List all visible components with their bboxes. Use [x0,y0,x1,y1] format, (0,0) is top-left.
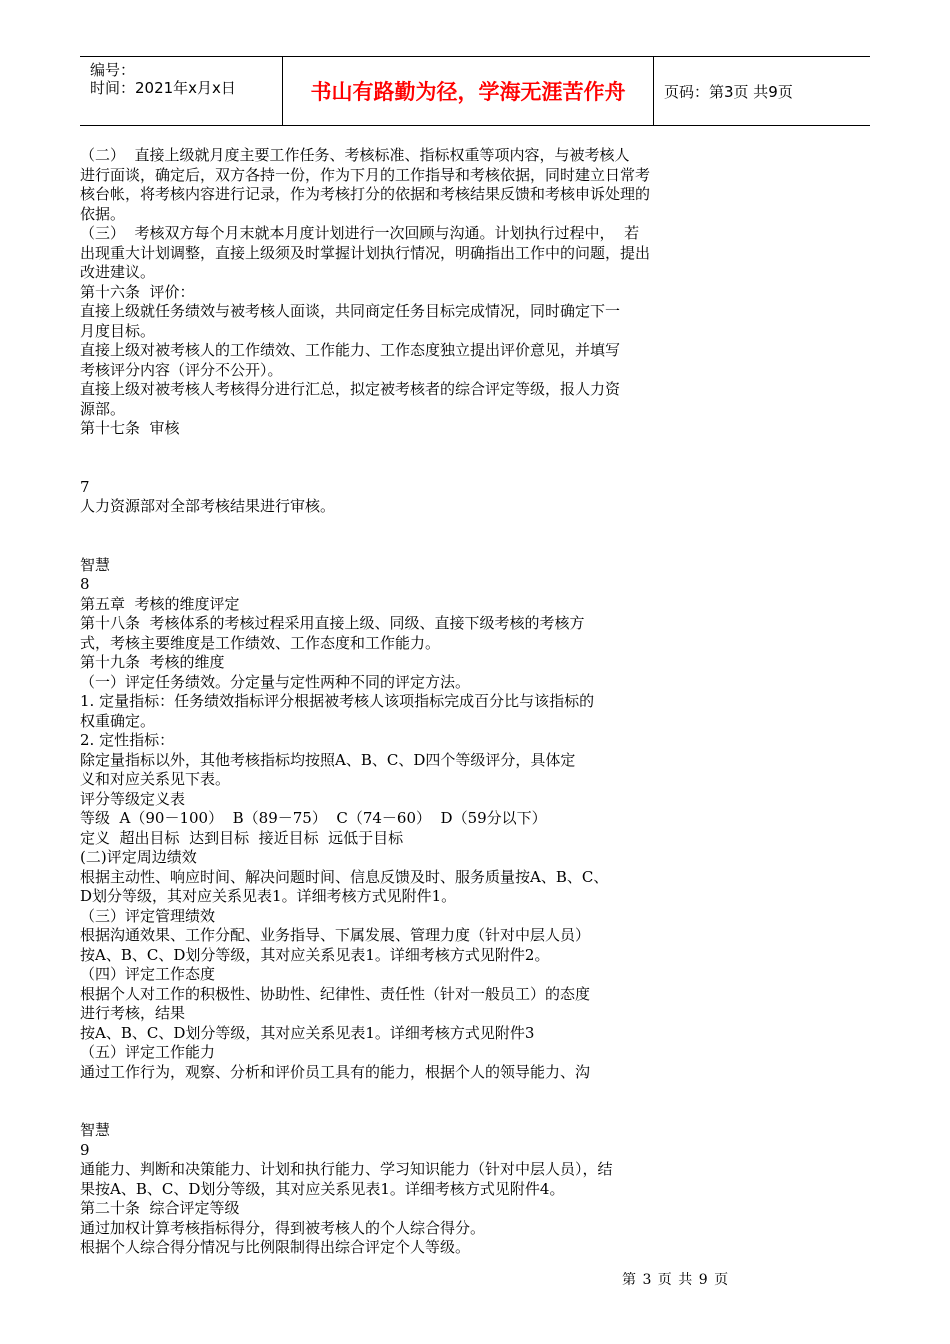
text-line: 直接上级就任务绩效与被考核人面谈，共同商定任务目标完成情况，同时确定下一 [80,302,621,320]
text-line: 权重确定。 [80,711,156,730]
text-line: 式，考核主要维度是工作绩效、工作态度和工作能力。 [80,633,441,652]
blank-line [80,1102,730,1122]
text-line: 8 [80,575,90,593]
text-line: 第二十条 综合评定等级 [80,1199,240,1217]
text-line: 根据主动性、响应时间、解决问题时间、信息反馈及时、服务质量按A、B、C、 [80,867,609,886]
text-line: 通过加权计算考核指标得分，得到被考核人的个人综合得分。 [80,1218,486,1237]
text-line: 出现重大计划调整，直接上级须及时掌握计划执行情况，明确指出工作中的问题，提出 [80,243,651,262]
text-line: （五）评定工作能力 [80,1043,216,1061]
text-line: 第十八条 考核体系的考核过程采用直接上级、同级、直接下级考核的考核方 [80,614,585,632]
text-line: 等级 A（90－100） B（89－75） C（74－60） D（59分以下） [80,809,547,827]
text-line: （一）评定任务绩效。分定量与定性两种不同的评定方法。 [80,672,471,691]
text-line: 第十九条 考核的维度 [80,653,225,671]
text-line: 评分等级定义表 [80,789,186,808]
text-line: 果按A、B、C、D划分等级，其对应关系见表1。详细考核方式见附件4。 [80,1179,565,1198]
text-line: （三）评定管理绩效 [80,906,216,925]
text-line: 第十六条 评价： [80,282,195,301]
text-line: 核台帐，将考核内容进行记录，作为考核打分的依据和考核结果反馈和考核申诉处理的 [80,185,651,203]
blank-line [80,1082,730,1102]
blank-line [80,439,730,459]
header-motto: 书山有路勤为径，学海无涯苦作舟 [282,57,654,125]
blank-line [80,536,730,556]
text-line: 根据个人综合得分情况与比例限制得出综合评定个人等级。 [80,1238,471,1256]
text-line: 人力资源部对全部考核结果进行审核。 [80,497,336,515]
text-line: 智慧 [80,555,111,574]
text-line: （四）评定工作态度 [80,965,216,983]
text-line: 通能力、判断和决策能力、计划和执行能力、学习知识能力（针对中层人员），结 [80,1160,613,1178]
text-line: 改进建议。 [80,263,156,281]
text-line: 根据个人对工作的积极性、协助性、纪律性、责任性（针对一般员工）的态度 [80,984,591,1003]
text-line: 直接上级对被考核人的工作绩效、工作能力、工作态度独立提出评价意见，并填写 [80,341,621,359]
text-line: 智慧 [80,1121,111,1139]
document-time-label: 时间：2021年x月x日 [90,79,236,97]
text-line: 除定量指标以外，其他考核指标均按照A、B、C、D四个等级评分，具体定 [80,750,576,769]
text-line: 按A、B、C、D划分等级，其对应关系见表1。详细考核方式见附件3 [80,1023,535,1042]
text-line: 通过工作行为，观察、分析和评价员工具有的能力，根据个人的领导能力、沟 [80,1062,591,1081]
header-page-label: 页码：第3页 共9页 [664,82,793,101]
text-line: 9 [80,1140,90,1159]
text-line: 2. 定性指标： [80,731,175,749]
text-line: 第十七条 审核 [80,419,180,437]
text-line: 第五章 考核的维度评定 [80,594,240,613]
page-footer: 第 3 页 共 9 页 [622,1272,730,1288]
document-body [80,146,730,1258]
page-header [80,56,870,126]
document-number-label: 编号： [90,61,136,79]
text-line: 源部。 [80,399,126,418]
text-line: 考核评分内容（评分不公开）。 [80,360,283,379]
text-line: 1. 定量指标：任务绩效指标评分根据被考核人该项指标完成百分比与该指标的 [80,692,595,710]
text-line: 直接上级对被考核人考核得分进行汇总，拟定被考核者的综合评定等级，报人力资 [80,380,621,398]
header-meta [80,57,282,125]
text-line: 进行考核，结果 [80,1004,186,1022]
text-line: 按A、B、C、D划分等级，其对应关系见表1。详细考核方式见附件2。 [80,945,550,964]
text-line: 7 [80,477,90,496]
text-line: 定义 超出目标 达到目标 接近目标 远低于目标 [80,828,404,847]
text-line: 进行面谈，确定后，双方各持一份，作为下月的工作指导和考核依据，同时建立日常考 [80,165,651,184]
text-line: (二)评定周边绩效 [80,848,197,866]
blank-line [80,517,730,537]
text-line: 义和对应关系见下表。 [80,770,231,788]
text-line: （三） 考核双方每个月末就本月度计划进行一次回顾与沟通。计划执行过程中， 若 [80,224,640,242]
text-line: D划分等级，其对应关系见表1。详细考核方式见附件1。 [80,887,457,905]
text-line: 依据。 [80,204,126,223]
blank-line [80,458,730,478]
text-line: （二） 直接上级就月度主要工作任务、考核标准、指标权重等项内容，与被考核人 [80,146,630,164]
text-line: 月度目标。 [80,321,156,340]
text-line: 根据沟通效果、工作分配、业务指导、下属发展、管理力度（针对中层人员） [80,926,591,944]
